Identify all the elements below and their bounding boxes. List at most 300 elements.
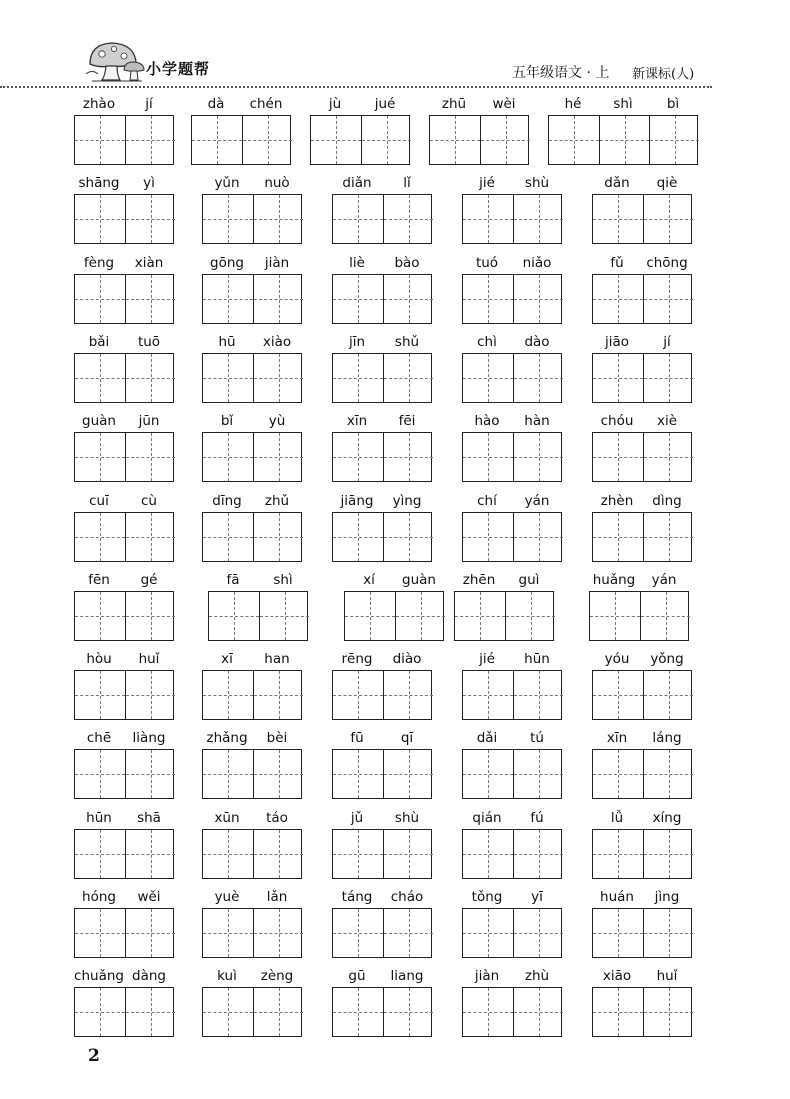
cell-guide-horizontal bbox=[396, 616, 445, 617]
pinyin-label: dīng bbox=[212, 493, 242, 509]
pinyin-label: yǒng bbox=[650, 651, 684, 667]
writing-cell[interactable] bbox=[253, 513, 303, 561]
cell-guide-horizontal bbox=[463, 774, 513, 775]
pinyin-label: bào bbox=[394, 255, 420, 271]
writing-cell[interactable] bbox=[253, 433, 303, 481]
cell-guide-horizontal bbox=[333, 695, 383, 696]
pinyin-label: xíng bbox=[652, 810, 682, 826]
pinyin-label: zhǎng bbox=[206, 730, 248, 746]
writing-box-group bbox=[202, 512, 302, 562]
writing-box-group bbox=[332, 353, 432, 403]
cell-guide-horizontal bbox=[384, 1012, 433, 1013]
pinyin-label: huǎng bbox=[592, 572, 636, 588]
cell-guide-horizontal bbox=[203, 933, 253, 934]
writing-cell[interactable] bbox=[383, 671, 433, 719]
writing-cell[interactable] bbox=[125, 750, 175, 798]
writing-cell[interactable] bbox=[649, 116, 699, 164]
writing-cell[interactable] bbox=[242, 116, 292, 164]
pinyin-label: bèi bbox=[266, 730, 288, 746]
pinyin-label: zhǔ bbox=[264, 493, 290, 509]
writing-cell[interactable] bbox=[643, 195, 693, 243]
pinyin-label: fā bbox=[226, 572, 240, 588]
writing-cell[interactable] bbox=[203, 513, 253, 561]
writing-cell[interactable] bbox=[125, 195, 175, 243]
writing-cell[interactable] bbox=[253, 909, 303, 957]
writing-cell[interactable] bbox=[593, 195, 643, 243]
writing-cell[interactable] bbox=[203, 909, 253, 957]
writing-cell[interactable] bbox=[125, 116, 175, 164]
writing-cell[interactable] bbox=[333, 750, 383, 798]
writing-cell[interactable] bbox=[643, 909, 693, 957]
writing-cell[interactable] bbox=[395, 592, 445, 640]
writing-box-group bbox=[332, 749, 432, 799]
writing-box-group bbox=[74, 670, 174, 720]
writing-cell[interactable] bbox=[333, 513, 383, 561]
pinyin-label: fǔ bbox=[610, 255, 624, 271]
cell-guide-horizontal bbox=[333, 378, 383, 379]
writing-cell[interactable] bbox=[593, 671, 643, 719]
cell-guide-horizontal bbox=[463, 1012, 513, 1013]
cell-guide-horizontal bbox=[254, 1012, 303, 1013]
writing-cell[interactable] bbox=[593, 750, 643, 798]
writing-box-group bbox=[592, 353, 692, 403]
pinyin-label: bì bbox=[666, 96, 680, 112]
cell-guide-horizontal bbox=[593, 219, 643, 220]
writing-cell[interactable] bbox=[643, 275, 693, 323]
writing-cell[interactable] bbox=[383, 433, 433, 481]
writing-box-group bbox=[208, 591, 308, 641]
cell-guide-horizontal bbox=[75, 1012, 125, 1013]
cell-guide-horizontal bbox=[126, 219, 175, 220]
cell-guide-horizontal bbox=[463, 299, 513, 300]
cell-guide-horizontal bbox=[593, 854, 643, 855]
writing-cell[interactable] bbox=[599, 116, 649, 164]
cell-guide-horizontal bbox=[203, 1012, 253, 1013]
writing-cell[interactable] bbox=[253, 354, 303, 402]
writing-cell[interactable] bbox=[593, 909, 643, 957]
writing-cell[interactable] bbox=[125, 275, 175, 323]
cell-guide-horizontal bbox=[463, 537, 513, 538]
pinyin-label: zhào bbox=[82, 96, 116, 112]
cell-guide-horizontal bbox=[203, 537, 253, 538]
pinyin-label: zhēn bbox=[462, 572, 496, 588]
pinyin-label: hàn bbox=[524, 413, 550, 429]
writing-box-group bbox=[462, 512, 562, 562]
writing-cell[interactable] bbox=[643, 354, 693, 402]
cell-guide-horizontal bbox=[593, 1012, 643, 1013]
writing-box-group bbox=[462, 353, 562, 403]
writing-cell[interactable] bbox=[643, 513, 693, 561]
writing-cell[interactable] bbox=[593, 513, 643, 561]
writing-cell[interactable] bbox=[593, 433, 643, 481]
pinyin-label: cuī bbox=[89, 493, 109, 509]
writing-cell[interactable] bbox=[513, 354, 563, 402]
writing-box-group bbox=[202, 274, 302, 324]
pinyin-label: hóng bbox=[82, 889, 116, 905]
writing-cell[interactable] bbox=[463, 275, 513, 323]
pinyin-label: jí bbox=[145, 96, 153, 112]
writing-cell[interactable] bbox=[463, 354, 513, 402]
writing-cell[interactable] bbox=[333, 433, 383, 481]
cell-guide-horizontal bbox=[384, 854, 433, 855]
writing-cell[interactable] bbox=[253, 988, 303, 1036]
writing-cell[interactable] bbox=[643, 750, 693, 798]
writing-cell[interactable] bbox=[203, 433, 253, 481]
pinyin-label: jù bbox=[328, 96, 342, 112]
pinyin-label: fú bbox=[530, 810, 544, 826]
writing-cell[interactable] bbox=[590, 592, 640, 640]
cell-guide-horizontal bbox=[593, 933, 643, 934]
cell-guide-horizontal bbox=[333, 774, 383, 775]
writing-cell[interactable] bbox=[125, 354, 175, 402]
writing-cell[interactable] bbox=[125, 592, 175, 640]
pinyin-label: tǒng bbox=[471, 889, 503, 905]
writing-box-group bbox=[202, 749, 302, 799]
pinyin-label: shā bbox=[137, 810, 161, 826]
writing-cell[interactable] bbox=[75, 750, 125, 798]
pinyin-label: yóu bbox=[604, 651, 630, 667]
cell-guide-horizontal bbox=[75, 616, 125, 617]
writing-box-group bbox=[462, 670, 562, 720]
cell-guide-horizontal bbox=[333, 457, 383, 458]
pinyin-label: bǎi bbox=[88, 334, 110, 350]
cell-guide-horizontal bbox=[514, 695, 563, 696]
pinyin-label: diǎn bbox=[342, 175, 372, 191]
cell-guide-horizontal bbox=[75, 299, 125, 300]
writing-box-group bbox=[74, 512, 174, 562]
writing-box-group bbox=[462, 274, 562, 324]
cell-guide-horizontal bbox=[514, 854, 563, 855]
writing-cell[interactable] bbox=[593, 354, 643, 402]
cell-guide-horizontal bbox=[641, 616, 690, 617]
writing-box-group bbox=[332, 194, 432, 244]
cell-guide-horizontal bbox=[75, 854, 125, 855]
cell-guide-horizontal bbox=[254, 537, 303, 538]
writing-cell[interactable] bbox=[640, 592, 690, 640]
writing-cell[interactable] bbox=[253, 750, 303, 798]
writing-cell[interactable] bbox=[463, 830, 513, 878]
pinyin-label: gōng bbox=[210, 255, 244, 271]
pinyin-label: chōng bbox=[646, 255, 688, 271]
pinyin-label: jūn bbox=[138, 413, 160, 429]
writing-cell[interactable] bbox=[192, 116, 242, 164]
writing-cell[interactable] bbox=[643, 433, 693, 481]
cell-guide-horizontal bbox=[75, 140, 125, 141]
writing-cell[interactable] bbox=[345, 592, 395, 640]
cell-guide-horizontal bbox=[254, 299, 303, 300]
cell-guide-horizontal bbox=[593, 695, 643, 696]
writing-box-group bbox=[202, 432, 302, 482]
writing-cell[interactable] bbox=[463, 513, 513, 561]
writing-cell[interactable] bbox=[253, 830, 303, 878]
writing-cell[interactable] bbox=[463, 909, 513, 957]
pinyin-label: kuì bbox=[217, 968, 237, 984]
writing-cell[interactable] bbox=[333, 988, 383, 1036]
writing-box-group bbox=[74, 353, 174, 403]
cell-guide-horizontal bbox=[75, 378, 125, 379]
cell-guide-horizontal bbox=[506, 616, 555, 617]
writing-cell[interactable] bbox=[643, 830, 693, 878]
pinyin-label: chuǎng bbox=[74, 968, 124, 984]
cell-guide-horizontal bbox=[644, 378, 693, 379]
pinyin-label: fū bbox=[350, 730, 364, 746]
writing-cell[interactable] bbox=[513, 909, 563, 957]
cell-guide-horizontal bbox=[254, 378, 303, 379]
pinyin-label: cháo bbox=[390, 889, 424, 905]
writing-cell[interactable] bbox=[333, 275, 383, 323]
pinyin-label: liè bbox=[349, 255, 365, 271]
cell-guide-horizontal bbox=[203, 219, 253, 220]
writing-cell[interactable] bbox=[203, 275, 253, 323]
pinyin-label: hé bbox=[564, 96, 582, 112]
pinyin-label: hào bbox=[474, 413, 500, 429]
writing-cell[interactable] bbox=[513, 195, 563, 243]
writing-box-group bbox=[592, 987, 692, 1037]
pinyin-label: dào bbox=[524, 334, 550, 350]
cell-guide-horizontal bbox=[514, 457, 563, 458]
cell-guide-horizontal bbox=[333, 219, 383, 220]
writing-cell[interactable] bbox=[203, 671, 253, 719]
writing-cell[interactable] bbox=[253, 195, 303, 243]
writing-cell[interactable] bbox=[203, 988, 253, 1036]
cell-guide-horizontal bbox=[126, 695, 175, 696]
writing-cell[interactable] bbox=[203, 830, 253, 878]
writing-cell[interactable] bbox=[383, 354, 433, 402]
writing-box-group bbox=[202, 987, 302, 1037]
writing-box-group bbox=[462, 908, 562, 958]
pinyin-label: huǐ bbox=[656, 968, 678, 984]
cell-guide-horizontal bbox=[75, 774, 125, 775]
writing-box-group bbox=[592, 512, 692, 562]
pinyin-label: xiāo bbox=[602, 968, 632, 984]
writing-cell[interactable] bbox=[259, 592, 309, 640]
pinyin-label: gū bbox=[348, 968, 366, 984]
writing-cell[interactable] bbox=[513, 433, 563, 481]
writing-cell[interactable] bbox=[253, 275, 303, 323]
writing-cell[interactable] bbox=[75, 592, 125, 640]
writing-box-group bbox=[332, 829, 432, 879]
writing-cell[interactable] bbox=[383, 513, 433, 561]
cell-guide-horizontal bbox=[514, 933, 563, 934]
cell-guide-horizontal bbox=[126, 774, 175, 775]
writing-box-group bbox=[332, 512, 432, 562]
writing-cell[interactable] bbox=[513, 513, 563, 561]
writing-cell[interactable] bbox=[333, 830, 383, 878]
pinyin-label: huǐ bbox=[138, 651, 160, 667]
writing-cell[interactable] bbox=[333, 671, 383, 719]
cell-guide-horizontal bbox=[75, 933, 125, 934]
cell-guide-horizontal bbox=[644, 854, 693, 855]
cell-guide-horizontal bbox=[203, 457, 253, 458]
writing-box-group bbox=[592, 194, 692, 244]
pinyin-label: yù bbox=[268, 413, 286, 429]
writing-cell[interactable] bbox=[463, 671, 513, 719]
writing-cell[interactable] bbox=[75, 116, 125, 164]
writing-cell[interactable] bbox=[463, 195, 513, 243]
writing-cell[interactable] bbox=[383, 988, 433, 1036]
cell-guide-horizontal bbox=[514, 378, 563, 379]
writing-cell[interactable] bbox=[75, 433, 125, 481]
writing-cell[interactable] bbox=[75, 195, 125, 243]
writing-box-group bbox=[592, 274, 692, 324]
writing-cell[interactable] bbox=[75, 513, 125, 561]
pinyin-label: tú bbox=[530, 730, 544, 746]
pinyin-label: fèng bbox=[83, 255, 115, 271]
pinyin-label: yán bbox=[651, 572, 677, 588]
writing-cell[interactable] bbox=[383, 275, 433, 323]
writing-box-group bbox=[332, 432, 432, 482]
pinyin-label: chì bbox=[477, 334, 497, 350]
grade-label: 五年级语文 · 上 bbox=[512, 65, 610, 81]
cell-guide-horizontal bbox=[75, 457, 125, 458]
pinyin-label: hūn bbox=[86, 810, 112, 826]
writing-cell[interactable] bbox=[513, 275, 563, 323]
pinyin-label: hūn bbox=[524, 651, 550, 667]
cell-guide-horizontal bbox=[644, 933, 693, 934]
cell-guide-horizontal bbox=[384, 774, 433, 775]
cell-guide-horizontal bbox=[333, 854, 383, 855]
pinyin-label: jiāo bbox=[604, 334, 630, 350]
writing-cell[interactable] bbox=[513, 988, 563, 1036]
writing-cell[interactable] bbox=[253, 671, 303, 719]
pinyin-label: wèi bbox=[492, 96, 516, 112]
writing-box-group bbox=[202, 829, 302, 879]
writing-cell[interactable] bbox=[75, 909, 125, 957]
cell-guide-horizontal bbox=[644, 1012, 693, 1013]
writing-cell[interactable] bbox=[209, 592, 259, 640]
writing-cell[interactable] bbox=[593, 830, 643, 878]
writing-box-group bbox=[74, 987, 174, 1037]
writing-cell[interactable] bbox=[593, 988, 643, 1036]
writing-cell[interactable] bbox=[455, 592, 505, 640]
writing-cell[interactable] bbox=[513, 830, 563, 878]
cell-guide-horizontal bbox=[463, 219, 513, 220]
cell-guide-horizontal bbox=[260, 616, 309, 617]
cell-guide-horizontal bbox=[333, 537, 383, 538]
cell-guide-horizontal bbox=[254, 219, 303, 220]
writing-cell[interactable] bbox=[125, 433, 175, 481]
cell-guide-horizontal bbox=[203, 854, 253, 855]
cell-guide-horizontal bbox=[514, 774, 563, 775]
cell-guide-horizontal bbox=[126, 299, 175, 300]
writing-box-group bbox=[332, 987, 432, 1037]
writing-cell[interactable] bbox=[513, 750, 563, 798]
writing-cell[interactable] bbox=[593, 275, 643, 323]
writing-cell[interactable] bbox=[125, 988, 175, 1036]
writing-box-group bbox=[74, 194, 174, 244]
writing-cell[interactable] bbox=[505, 592, 555, 640]
writing-box-group bbox=[74, 908, 174, 958]
cell-guide-horizontal bbox=[384, 378, 433, 379]
writing-cell[interactable] bbox=[203, 195, 253, 243]
pinyin-label: tuó bbox=[475, 255, 499, 271]
writing-cell[interactable] bbox=[513, 671, 563, 719]
cell-guide-horizontal bbox=[593, 537, 643, 538]
writing-box-group bbox=[592, 670, 692, 720]
pinyin-label: chóu bbox=[600, 413, 634, 429]
pinyin-label: jiàn bbox=[264, 255, 290, 271]
pinyin-label: guàn bbox=[402, 572, 436, 588]
cell-guide-horizontal bbox=[593, 457, 643, 458]
writing-cell[interactable] bbox=[311, 116, 361, 164]
pinyin-label: dǎi bbox=[476, 730, 498, 746]
pinyin-label: tuō bbox=[137, 334, 161, 350]
writing-cell[interactable] bbox=[383, 195, 433, 243]
writing-box-group bbox=[462, 749, 562, 799]
pinyin-label: xiàn bbox=[134, 255, 164, 271]
writing-cell[interactable] bbox=[383, 830, 433, 878]
cell-guide-horizontal bbox=[549, 140, 599, 141]
writing-cell[interactable] bbox=[463, 750, 513, 798]
pinyin-label: gé bbox=[140, 572, 158, 588]
writing-cell[interactable] bbox=[333, 909, 383, 957]
cell-guide-horizontal bbox=[644, 457, 693, 458]
writing-box-group bbox=[310, 115, 410, 165]
writing-cell[interactable] bbox=[549, 116, 599, 164]
cell-guide-horizontal bbox=[600, 140, 649, 141]
writing-box-group bbox=[592, 432, 692, 482]
cell-guide-horizontal bbox=[644, 537, 693, 538]
writing-cell[interactable] bbox=[333, 195, 383, 243]
pinyin-label: nuò bbox=[264, 175, 290, 191]
writing-cell[interactable] bbox=[75, 671, 125, 719]
writing-box-group bbox=[202, 194, 302, 244]
cell-guide-horizontal bbox=[254, 933, 303, 934]
cell-guide-horizontal bbox=[333, 933, 383, 934]
writing-cell[interactable] bbox=[480, 116, 530, 164]
pinyin-label: xiào bbox=[262, 334, 292, 350]
writing-cell[interactable] bbox=[203, 750, 253, 798]
pinyin-label: huán bbox=[600, 889, 634, 905]
writing-cell[interactable] bbox=[643, 671, 693, 719]
pinyin-label: shāng bbox=[78, 175, 120, 191]
writing-cell[interactable] bbox=[125, 671, 175, 719]
pinyin-label: han bbox=[264, 651, 290, 667]
writing-cell[interactable] bbox=[643, 988, 693, 1036]
writing-cell[interactable] bbox=[430, 116, 480, 164]
cell-guide-horizontal bbox=[333, 299, 383, 300]
cell-guide-horizontal bbox=[126, 1012, 175, 1013]
writing-cell[interactable] bbox=[203, 354, 253, 402]
pinyin-label: fēn bbox=[88, 572, 110, 588]
pinyin-label: xūn bbox=[214, 810, 240, 826]
cell-guide-horizontal bbox=[254, 695, 303, 696]
writing-cell[interactable] bbox=[125, 513, 175, 561]
cell-guide-horizontal bbox=[75, 695, 125, 696]
cell-guide-horizontal bbox=[481, 140, 530, 141]
writing-cell[interactable] bbox=[333, 354, 383, 402]
writing-cell[interactable] bbox=[361, 116, 411, 164]
writing-cell[interactable] bbox=[75, 354, 125, 402]
pinyin-label: lǎn bbox=[266, 889, 288, 905]
writing-cell[interactable] bbox=[75, 830, 125, 878]
writing-cell[interactable] bbox=[75, 988, 125, 1036]
writing-cell[interactable] bbox=[125, 830, 175, 878]
writing-box-group bbox=[429, 115, 529, 165]
pinyin-label: jǔ bbox=[350, 810, 364, 826]
pinyin-label: guì bbox=[518, 572, 540, 588]
cell-guide-horizontal bbox=[463, 457, 513, 458]
writing-cell[interactable] bbox=[125, 909, 175, 957]
writing-box-group bbox=[332, 908, 432, 958]
writing-cell[interactable] bbox=[463, 988, 513, 1036]
writing-cell[interactable] bbox=[383, 909, 433, 957]
writing-cell[interactable] bbox=[463, 433, 513, 481]
writing-box-group bbox=[462, 987, 562, 1037]
writing-cell[interactable] bbox=[383, 750, 433, 798]
writing-cell[interactable] bbox=[75, 275, 125, 323]
cell-guide-horizontal bbox=[590, 616, 640, 617]
